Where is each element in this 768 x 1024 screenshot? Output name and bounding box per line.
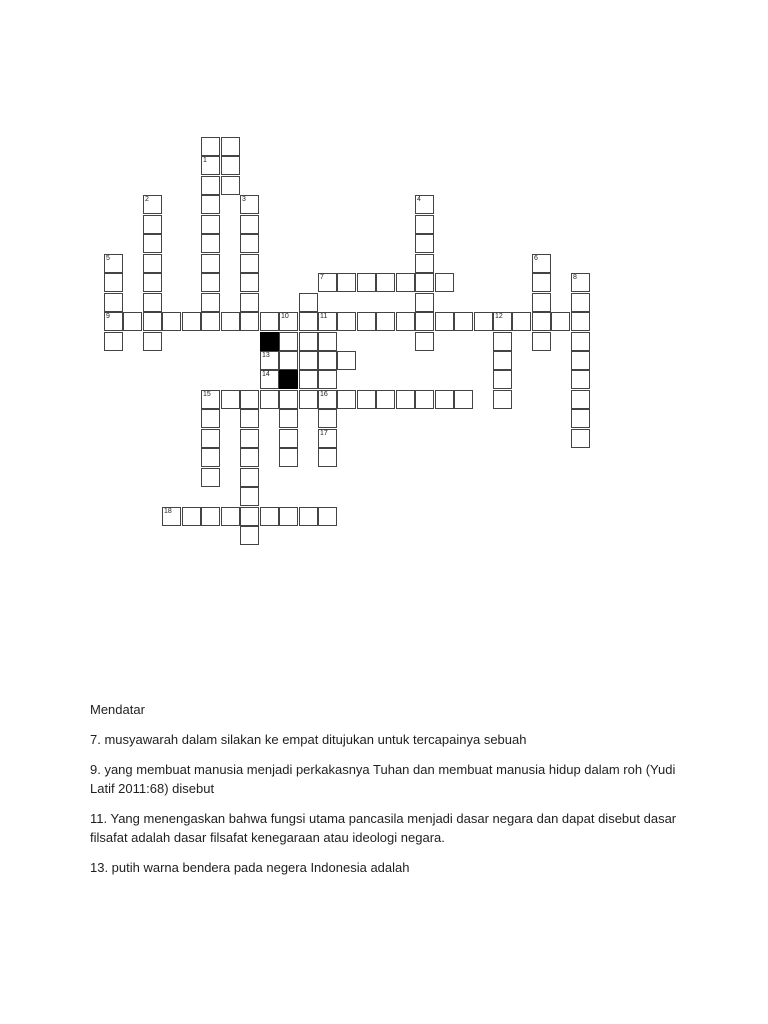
crossword-cell[interactable] xyxy=(201,448,220,467)
crossword-cell[interactable] xyxy=(240,215,259,234)
crossword-cell[interactable] xyxy=(260,390,279,409)
crossword-cell[interactable] xyxy=(201,273,220,292)
crossword-cell[interactable] xyxy=(240,293,259,312)
clue-number: 18 xyxy=(164,508,172,515)
crossword-cell[interactable] xyxy=(201,254,220,273)
crossword-cell[interactable] xyxy=(299,332,318,351)
crossword-cell[interactable] xyxy=(571,332,590,351)
crossword-cell[interactable] xyxy=(240,429,259,448)
crossword-cell[interactable] xyxy=(299,351,318,370)
crossword-cell[interactable] xyxy=(240,273,259,292)
crossword-cell[interactable] xyxy=(240,390,259,409)
crossword-cell[interactable] xyxy=(201,312,220,331)
crossword-cell[interactable] xyxy=(240,312,259,331)
crossword-cell[interactable] xyxy=(104,293,123,312)
crossword-cell[interactable] xyxy=(201,507,220,526)
crossword-cell[interactable] xyxy=(143,293,162,312)
crossword-cell[interactable] xyxy=(279,351,298,370)
crossword-cell[interactable] xyxy=(240,254,259,273)
crossword-cell[interactable] xyxy=(279,429,298,448)
crossword-cell[interactable] xyxy=(396,273,415,292)
clue-7: 7. musyawarah dalam silakan ke empat ditujukan untuk tercapainya sebuah xyxy=(90,732,527,747)
crossword-cell[interactable] xyxy=(318,332,337,351)
crossword-cell[interactable] xyxy=(415,273,434,292)
crossword-cell[interactable] xyxy=(571,390,590,409)
crossword-cell[interactable] xyxy=(532,312,551,331)
crossword-cell[interactable] xyxy=(357,312,376,331)
crossword-cell[interactable] xyxy=(493,312,512,331)
crossword-cell[interactable] xyxy=(415,234,434,253)
crossword-cell[interactable] xyxy=(415,332,434,351)
crossword-cell[interactable] xyxy=(337,390,356,409)
clue-number: 16 xyxy=(320,391,328,398)
clue-number: 1 xyxy=(203,157,207,164)
clue-number: 15 xyxy=(203,391,211,398)
crossword-cell[interactable] xyxy=(143,254,162,273)
clue-9: 9. yang membuat manusia menjadi perkakasnya Tuhan dan membuat manusia hidup dalam roh (Yudi Latif 2011:68) disebut xyxy=(90,762,676,796)
crossword-cell[interactable] xyxy=(221,156,240,175)
crossword-cell[interactable] xyxy=(279,409,298,428)
crossword-cell[interactable] xyxy=(415,390,434,409)
crossword-cell[interactable] xyxy=(318,351,337,370)
crossword-cell[interactable] xyxy=(571,429,590,448)
crossword-cell[interactable] xyxy=(279,312,298,331)
crossword-cell[interactable] xyxy=(493,390,512,409)
crossword-cell[interactable] xyxy=(357,273,376,292)
crossword-cell[interactable] xyxy=(337,312,356,331)
crossword-cell[interactable] xyxy=(435,273,454,292)
crossword-cell[interactable] xyxy=(435,312,454,331)
crossword-cell[interactable] xyxy=(104,273,123,292)
crossword-cell[interactable] xyxy=(182,312,201,331)
crossword-cell[interactable] xyxy=(512,312,531,331)
crossword-cell[interactable] xyxy=(299,312,318,331)
crossword-cell[interactable] xyxy=(182,507,201,526)
crossword-cell[interactable] xyxy=(201,429,220,448)
crossword-cell[interactable] xyxy=(240,468,259,487)
crossword-cell[interactable] xyxy=(493,351,512,370)
crossword-cell[interactable] xyxy=(201,176,220,195)
crossword-cell[interactable] xyxy=(551,312,570,331)
crossword-cell[interactable] xyxy=(123,312,142,331)
crossword-cell[interactable] xyxy=(201,234,220,253)
crossword-cell[interactable] xyxy=(221,176,240,195)
crossword-cell[interactable] xyxy=(571,409,590,428)
crossword-cell[interactable] xyxy=(260,312,279,331)
crossword-cell[interactable] xyxy=(318,273,337,292)
crossword-cell[interactable] xyxy=(571,312,590,331)
crossword-cell[interactable] xyxy=(318,409,337,428)
crossword-cell[interactable] xyxy=(240,234,259,253)
crossword-cell[interactable] xyxy=(396,390,415,409)
crossword-cell[interactable] xyxy=(143,332,162,351)
crossword-cell[interactable] xyxy=(454,312,473,331)
crossword-cell[interactable] xyxy=(221,390,240,409)
crossword-cell[interactable] xyxy=(376,273,395,292)
crossword-cell[interactable] xyxy=(376,390,395,409)
clue-number: 2 xyxy=(145,196,149,203)
crossword-cell[interactable] xyxy=(143,312,162,331)
clues-section xyxy=(90,700,690,888)
crossword-cell[interactable] xyxy=(318,429,337,448)
crossword-cell[interactable] xyxy=(104,332,123,351)
crossword-cell[interactable] xyxy=(201,137,220,156)
crossword-cell[interactable] xyxy=(240,195,259,214)
crossword-cell[interactable] xyxy=(337,273,356,292)
crossword-cell[interactable] xyxy=(435,390,454,409)
crossword-cell[interactable] xyxy=(571,273,590,292)
clue-number: 8 xyxy=(573,274,577,281)
crossword-cell[interactable] xyxy=(318,370,337,389)
clue-number: 14 xyxy=(262,371,270,378)
crossword-cell[interactable] xyxy=(240,507,259,526)
crossword-cell[interactable] xyxy=(357,390,376,409)
crossword-cell[interactable] xyxy=(415,215,434,234)
crossword-cell[interactable] xyxy=(221,507,240,526)
crossword-cell[interactable] xyxy=(143,273,162,292)
crossword-cell[interactable] xyxy=(299,507,318,526)
clue-number: 6 xyxy=(534,255,538,262)
crossword-cell[interactable] xyxy=(201,409,220,428)
clue-11: 11. Yang menengaskan bahwa fungsi utama pancasila menjadi dasar negara dan dapat disebut dasar filsafat adalah dasar filsafat kenegaraan atau ideologi negara. xyxy=(90,811,677,845)
crossword-block-cell xyxy=(260,332,279,351)
clue-number: 11 xyxy=(320,313,328,320)
clue-number: 4 xyxy=(417,196,421,203)
crossword-cell[interactable] xyxy=(201,195,220,214)
clue-number: 9 xyxy=(106,313,110,320)
clues-heading: Mendatar xyxy=(90,702,145,717)
crossword-cell[interactable] xyxy=(532,293,551,312)
crossword-cell[interactable] xyxy=(299,370,318,389)
crossword-cell[interactable] xyxy=(162,507,181,526)
crossword-cell[interactable] xyxy=(493,370,512,389)
clue-number: 5 xyxy=(106,255,110,262)
crossword-cell[interactable] xyxy=(532,254,551,273)
crossword-cell[interactable] xyxy=(143,234,162,253)
crossword-cell[interactable] xyxy=(201,293,220,312)
crossword-cell[interactable] xyxy=(474,312,493,331)
crossword-cell[interactable] xyxy=(396,312,415,331)
crossword-cell[interactable] xyxy=(279,507,298,526)
crossword-cell[interactable] xyxy=(201,390,220,409)
clue-number: 3 xyxy=(242,196,246,203)
crossword-cell[interactable] xyxy=(415,293,434,312)
crossword-cell[interactable] xyxy=(337,351,356,370)
crossword-cell[interactable] xyxy=(260,351,279,370)
crossword-cell[interactable] xyxy=(143,195,162,214)
clue-number: 10 xyxy=(281,313,289,320)
crossword-cell[interactable] xyxy=(240,526,259,545)
crossword-cell[interactable] xyxy=(240,487,259,506)
crossword-cell[interactable] xyxy=(318,390,337,409)
crossword-cell[interactable] xyxy=(415,312,434,331)
crossword-cell[interactable] xyxy=(318,448,337,467)
crossword-cell[interactable] xyxy=(299,390,318,409)
crossword-cell[interactable] xyxy=(571,351,590,370)
crossword-cell[interactable] xyxy=(415,195,434,214)
crossword-cell[interactable] xyxy=(279,390,298,409)
crossword-cell[interactable] xyxy=(318,312,337,331)
crossword-cell[interactable] xyxy=(104,254,123,273)
crossword-cell[interactable] xyxy=(221,312,240,331)
clue-number: 7 xyxy=(320,274,324,281)
crossword-cell[interactable] xyxy=(493,332,512,351)
crossword-block-cell xyxy=(279,370,298,389)
crossword-cell[interactable] xyxy=(299,293,318,312)
crossword-cell[interactable] xyxy=(201,468,220,487)
clue-13: 13. putih warna bendera pada negera Indonesia adalah xyxy=(90,860,410,875)
crossword-cell[interactable] xyxy=(279,332,298,351)
crossword-cell[interactable] xyxy=(571,370,590,389)
clue-number: 17 xyxy=(320,430,328,437)
crossword-cell[interactable] xyxy=(240,409,259,428)
crossword-cell[interactable] xyxy=(201,215,220,234)
crossword-cell[interactable] xyxy=(201,156,220,175)
crossword-cell[interactable] xyxy=(318,507,337,526)
crossword-cell[interactable] xyxy=(260,507,279,526)
crossword-cell[interactable] xyxy=(454,390,473,409)
crossword-cell[interactable] xyxy=(240,448,259,467)
clue-number: 12 xyxy=(495,313,503,320)
crossword-cell[interactable] xyxy=(571,293,590,312)
crossword-cell[interactable] xyxy=(279,448,298,467)
crossword-cell[interactable] xyxy=(532,332,551,351)
clue-number: 13 xyxy=(262,352,270,359)
crossword-cell[interactable] xyxy=(221,137,240,156)
crossword-cell[interactable] xyxy=(104,312,123,331)
crossword-cell[interactable] xyxy=(162,312,181,331)
crossword-cell[interactable] xyxy=(260,370,279,389)
crossword-cell[interactable] xyxy=(532,273,551,292)
crossword-cell[interactable] xyxy=(415,254,434,273)
crossword-cell[interactable] xyxy=(143,215,162,234)
crossword-cell[interactable] xyxy=(376,312,395,331)
